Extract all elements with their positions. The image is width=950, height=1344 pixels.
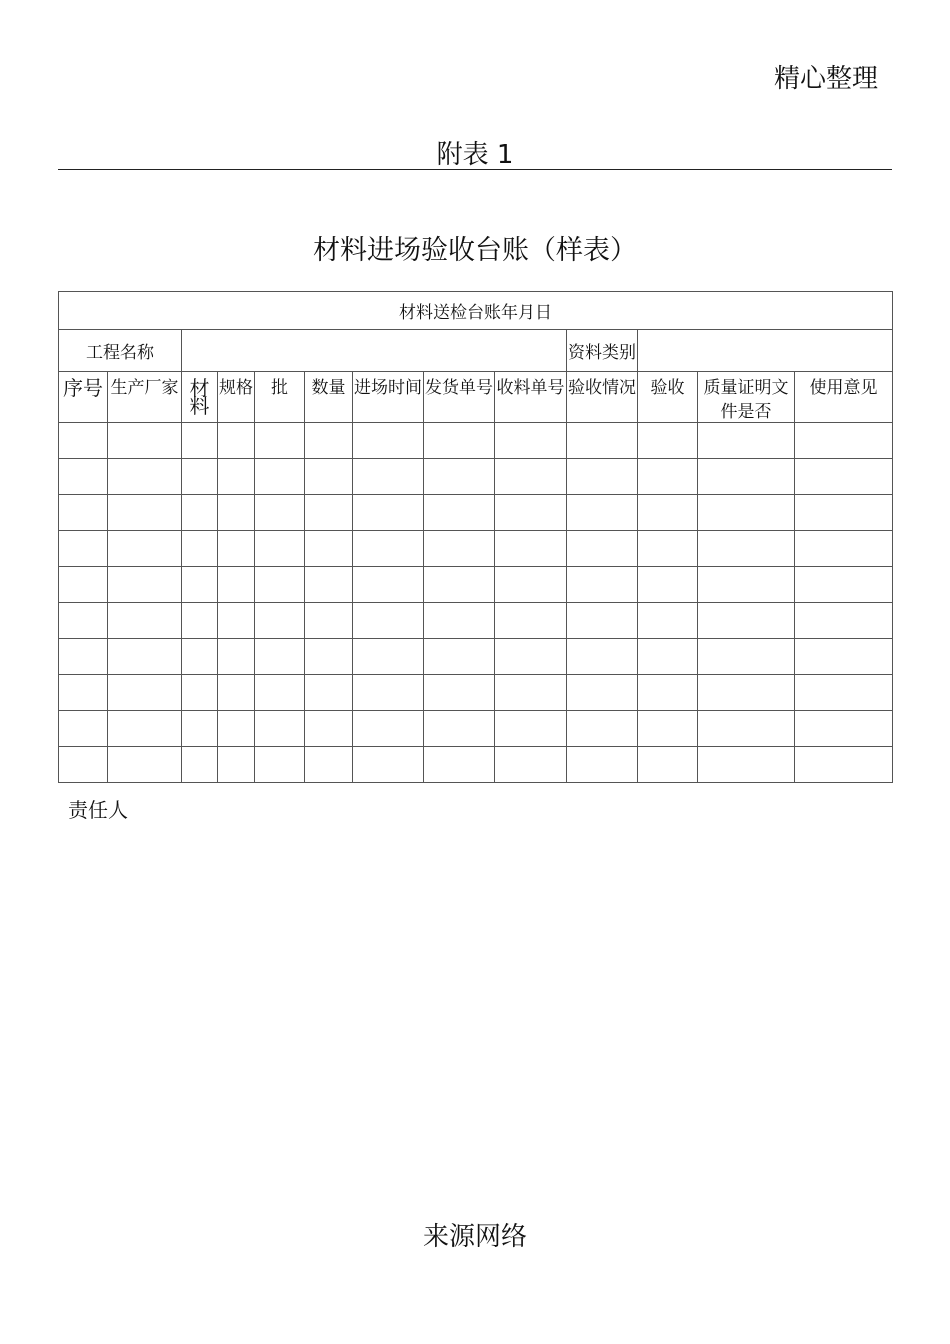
table-cell[interactable] <box>255 567 305 603</box>
col-header: 规格 <box>218 372 255 423</box>
table-cell[interactable] <box>353 747 424 783</box>
table-cell[interactable] <box>795 567 893 603</box>
table-cell[interactable] <box>59 639 108 675</box>
table-cell[interactable] <box>218 639 255 675</box>
table-cell[interactable] <box>698 459 795 495</box>
table-row <box>59 747 893 783</box>
table-cell[interactable] <box>424 567 495 603</box>
table-cell[interactable] <box>495 675 567 711</box>
table-cell[interactable] <box>353 603 424 639</box>
table-row <box>59 531 893 567</box>
table-cell[interactable] <box>638 459 698 495</box>
ledger-body <box>59 423 893 783</box>
appendix-label: 附表 1 <box>436 140 514 170</box>
table-cell[interactable] <box>305 531 353 567</box>
document-title: 材料进场验收台账（样表） <box>313 235 637 266</box>
table-cell[interactable] <box>305 423 353 459</box>
category-value-cell[interactable] <box>638 330 893 372</box>
table-cell[interactable] <box>182 639 218 675</box>
table-cell[interactable] <box>698 495 795 531</box>
table-row <box>59 495 893 531</box>
table-row <box>59 711 893 747</box>
table-cell[interactable] <box>424 423 495 459</box>
table-cell[interactable] <box>182 711 218 747</box>
table-cell[interactable] <box>108 675 182 711</box>
table-row <box>59 603 893 639</box>
table-cell[interactable] <box>59 531 108 567</box>
table-cell[interactable] <box>567 423 638 459</box>
col-header: 收料单号 <box>495 372 567 423</box>
table-cell[interactable] <box>495 423 567 459</box>
table-cell[interactable] <box>353 423 424 459</box>
col-header: 使用意见 <box>795 372 893 423</box>
table-row <box>59 639 893 675</box>
table-cell[interactable] <box>424 711 495 747</box>
table-cell[interactable] <box>305 567 353 603</box>
table-cell[interactable] <box>424 459 495 495</box>
table-cell[interactable] <box>567 639 638 675</box>
table-cell[interactable] <box>353 675 424 711</box>
table-cell[interactable] <box>108 747 182 783</box>
table-cell[interactable] <box>567 459 638 495</box>
category-label-cell <box>567 330 638 372</box>
table-cell[interactable] <box>495 711 567 747</box>
table-cell[interactable] <box>567 531 638 567</box>
col-header: 批 <box>255 372 305 423</box>
table-cell[interactable] <box>567 675 638 711</box>
table-cell[interactable] <box>218 531 255 567</box>
table-cell[interactable] <box>108 603 182 639</box>
table-caption: 材料送检台账年月日 <box>59 292 893 330</box>
table-cell[interactable] <box>638 495 698 531</box>
col-header: 材料 <box>182 372 218 423</box>
table-cell[interactable] <box>495 567 567 603</box>
table-cell[interactable] <box>698 531 795 567</box>
table-cell[interactable] <box>638 531 698 567</box>
table-cell[interactable] <box>795 639 893 675</box>
table-row <box>59 675 893 711</box>
table-cell[interactable] <box>795 603 893 639</box>
table-cell[interactable] <box>305 711 353 747</box>
project-name-label: 工程名称 <box>59 330 182 372</box>
table-cell[interactable] <box>353 639 424 675</box>
table-cell[interactable] <box>353 711 424 747</box>
table-cell[interactable] <box>698 675 795 711</box>
table-cell[interactable] <box>567 747 638 783</box>
table-cell[interactable] <box>218 567 255 603</box>
table-cell[interactable] <box>353 459 424 495</box>
col-header: 生产厂家 <box>108 372 182 423</box>
table-cell[interactable] <box>255 711 305 747</box>
table-cell[interactable] <box>567 495 638 531</box>
table-cell[interactable] <box>424 639 495 675</box>
table-cell[interactable] <box>567 567 638 603</box>
col-header: 验收情况 <box>567 372 638 423</box>
col-header: 质量证明文件是否 <box>698 372 795 423</box>
col-header: 进场时间 <box>353 372 424 423</box>
table-cell[interactable] <box>255 531 305 567</box>
responsible-label: 责任人 <box>68 798 128 822</box>
table-cell[interactable] <box>424 675 495 711</box>
table-cell[interactable] <box>353 531 424 567</box>
table-cell[interactable] <box>59 423 108 459</box>
col-header: 序号 <box>59 372 108 423</box>
table-cell[interactable] <box>59 747 108 783</box>
table-cell[interactable] <box>305 747 353 783</box>
table-cell[interactable] <box>495 531 567 567</box>
table-cell[interactable] <box>495 603 567 639</box>
table-cell[interactable] <box>182 459 218 495</box>
table-cell[interactable] <box>638 567 698 603</box>
table-cell[interactable] <box>59 495 108 531</box>
table-cell[interactable] <box>353 495 424 531</box>
table-cell[interactable] <box>59 675 108 711</box>
footer-note: 来源网络 <box>422 1222 527 1252</box>
table-cell[interactable] <box>108 639 182 675</box>
table-cell[interactable] <box>495 459 567 495</box>
table-cell[interactable] <box>255 495 305 531</box>
table-cell[interactable] <box>218 747 255 783</box>
table-cell[interactable] <box>59 711 108 747</box>
table-row <box>59 459 893 495</box>
table-cell[interactable] <box>218 423 255 459</box>
ledger-table <box>58 291 893 783</box>
table-cell[interactable] <box>218 495 255 531</box>
column-header-row <box>59 372 893 423</box>
table-cell[interactable] <box>795 423 893 459</box>
table-cell[interactable] <box>108 711 182 747</box>
table-cell[interactable] <box>218 459 255 495</box>
table-cell[interactable] <box>795 675 893 711</box>
table-cell[interactable] <box>255 423 305 459</box>
table-cell[interactable] <box>218 675 255 711</box>
table-cell[interactable] <box>353 567 424 603</box>
category-label: 资料类别 <box>568 343 636 363</box>
table-cell[interactable] <box>108 423 182 459</box>
table-cell[interactable] <box>255 603 305 639</box>
table-cell[interactable] <box>305 495 353 531</box>
table-cell[interactable] <box>567 711 638 747</box>
table-cell[interactable] <box>698 639 795 675</box>
table-cell[interactable] <box>305 675 353 711</box>
table-cell[interactable] <box>698 603 795 639</box>
table-cell[interactable] <box>108 495 182 531</box>
table-cell[interactable] <box>255 747 305 783</box>
table-cell[interactable] <box>305 459 353 495</box>
table-cell[interactable] <box>305 603 353 639</box>
table-cell[interactable] <box>59 603 108 639</box>
table-cell[interactable] <box>255 675 305 711</box>
table-cell[interactable] <box>424 531 495 567</box>
table-cell[interactable] <box>638 639 698 675</box>
project-name-value[interactable] <box>182 330 567 372</box>
table-cell[interactable] <box>495 495 567 531</box>
col-header: 数量 <box>305 372 353 423</box>
table-cell[interactable] <box>182 747 218 783</box>
table-cell[interactable] <box>638 603 698 639</box>
table-cell[interactable] <box>305 639 353 675</box>
table-cell[interactable] <box>255 639 305 675</box>
col-header: 发货单号 <box>424 372 495 423</box>
table-cell[interactable] <box>638 747 698 783</box>
table-cell[interactable] <box>182 567 218 603</box>
table-cell[interactable] <box>182 603 218 639</box>
header-note: 精心整理 <box>773 64 878 94</box>
table-cell[interactable] <box>182 531 218 567</box>
table-cell[interactable] <box>182 675 218 711</box>
table-cell[interactable] <box>698 747 795 783</box>
table-cell[interactable] <box>218 603 255 639</box>
table-row <box>59 567 893 603</box>
table-cell[interactable] <box>638 711 698 747</box>
table-cell[interactable] <box>795 747 893 783</box>
table-cell[interactable] <box>108 459 182 495</box>
header-rule <box>58 169 892 170</box>
table-cell[interactable] <box>218 711 255 747</box>
col-header: 验收 <box>638 372 698 423</box>
table-cell[interactable] <box>495 639 567 675</box>
table-cell[interactable] <box>795 495 893 531</box>
table-cell[interactable] <box>108 567 182 603</box>
table-cell[interactable] <box>795 711 893 747</box>
table-cell[interactable] <box>424 603 495 639</box>
table-cell[interactable] <box>59 567 108 603</box>
table-cell[interactable] <box>567 603 638 639</box>
table-cell[interactable] <box>424 495 495 531</box>
table-cell[interactable] <box>698 711 795 747</box>
table-cell[interactable] <box>424 747 495 783</box>
table-cell[interactable] <box>698 567 795 603</box>
table-cell[interactable] <box>255 459 305 495</box>
table-cell[interactable] <box>182 423 218 459</box>
table-row <box>59 423 893 459</box>
table-cell[interactable] <box>108 531 182 567</box>
table-cell[interactable] <box>638 423 698 459</box>
table-cell[interactable] <box>495 747 567 783</box>
table-cell[interactable] <box>182 495 218 531</box>
table-cell[interactable] <box>698 423 795 459</box>
table-cell[interactable] <box>59 459 108 495</box>
table-cell[interactable] <box>638 675 698 711</box>
table-cell[interactable] <box>795 459 893 495</box>
table-cell[interactable] <box>795 531 893 567</box>
